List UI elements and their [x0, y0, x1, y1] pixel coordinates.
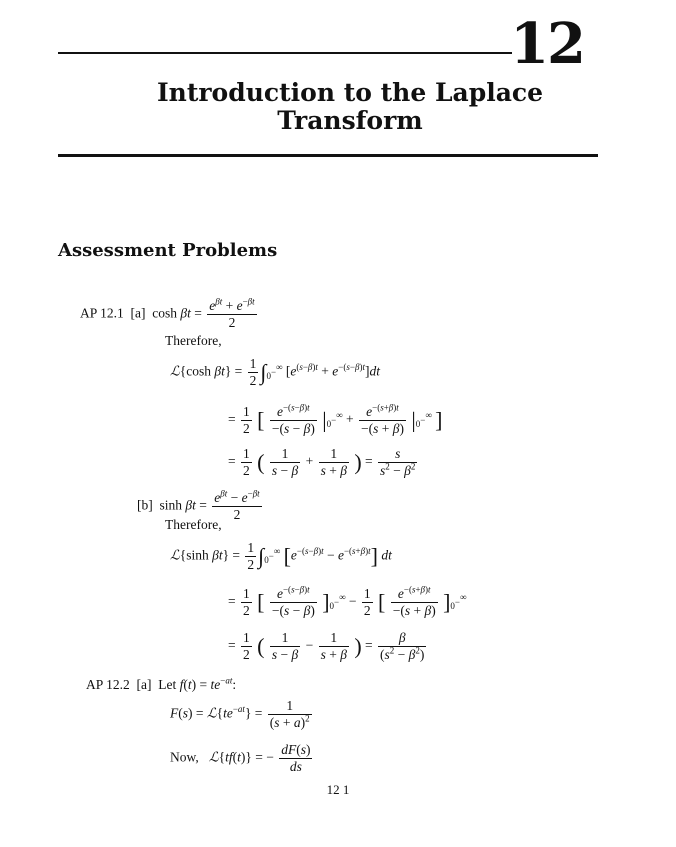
page-number: 12 1 — [326, 782, 350, 797]
chapter-number: 12 — [510, 11, 584, 77]
ap12-1-a-eq1: ℒ{cosh βt} = $\frac{1}{2}$ $\int_{0^-}^\infty$ $[e^{(s-\beta)t} + e^{-(s-\beta)t}]dt$ — [170, 356, 380, 388]
section-title: Assessment Problems — [58, 240, 278, 261]
ap12-1-part-b: [b] — [137, 497, 153, 513]
ap12-2-now-word: Now, — [170, 749, 199, 765]
ap12-2-label: AP 12.2 — [86, 677, 130, 692]
ap12-2-a-eq1: $F(s) = ℒ\{te^{-at}\}$ = $\frac{1}{(s + a)^2}$ — [170, 698, 310, 730]
chapter-title-line-2: Transform — [277, 106, 423, 135]
ap12-2-let-word: Let — [158, 677, 177, 692]
ap12-1-label: AP 12.1 — [80, 305, 124, 321]
ap12-2-a-eq2: Now, ℒ{tf(t)} = − $\frac{dF(s)}{ds}$ — [170, 742, 311, 774]
ap12-2-a-let: AP 12.2 [a] Let $f(t) = te^{-at}$: — [86, 675, 237, 692]
ap12-1-a-eq3: = $\frac{1}{2}$ ( $\frac{1}{s - \beta}$ + $\frac{1}{s + \beta}$ ) = $\frac{s}{s^2 - \beta^2}$ — [228, 446, 416, 478]
header-top-rule — [58, 52, 512, 54]
ap12-1-b-therefore: Therefore, — [165, 517, 222, 532]
ap12-1-part-a: [a] — [130, 305, 146, 321]
ap12-1-a-therefore: Therefore, — [165, 333, 222, 348]
ap12-1-b-eq3: = $\frac{1}{2}$ ( $\frac{1}{s - \beta}$ − $\frac{1}{s + \beta}$ ) = $\frac{\beta}{(s^2 - \beta^2)}$ — [228, 630, 425, 662]
ap12-1-b-eq1: ℒ{sinh βt} = $\frac{1}{2}$ $\int_{0^-}^\infty$ $[e^{-(s-\beta)t} - e^{-(s+\beta)t}]$ dt — [170, 540, 392, 572]
ap12-1-b-eq2: = $\frac{1}{2}$ [ $\frac{e^{-(s-\beta)t}}{-(s - \beta)}$ ]$_{0^-}^\infty$ − $\frac{1}{2}$ [ $\frac{e^{-(s+\beta)t}}{-(s + \beta)}$ ]$_{0^-}^\infty$ — [228, 584, 467, 618]
ap12-1-b-definition: [b] sinh βt = $\frac{e^{\beta t} - e^{-\beta t}}{2}$ — [137, 488, 260, 522]
chapter-title-line-1: Introduction to the Laplace — [156, 78, 544, 107]
ap12-2-part-a: [a] — [136, 677, 152, 692]
header-bottom-rule — [58, 154, 598, 157]
ap12-1-a-definition: AP 12.1 [a] cosh βt = $\frac{e^{\beta t} + e^{-\beta t}}{2}$ — [80, 296, 255, 330]
ap12-1-a-eq2: = $\frac{1}{2}$ [ $\frac{e^{-(s-\beta)t}}{-(s - \beta)}$ $|_{0^-}^\infty$ + $\frac{e^{-(s+\beta)t}}{-(s + \beta)}$ $|_{0^-}^\infty$ ] — [228, 402, 443, 436]
